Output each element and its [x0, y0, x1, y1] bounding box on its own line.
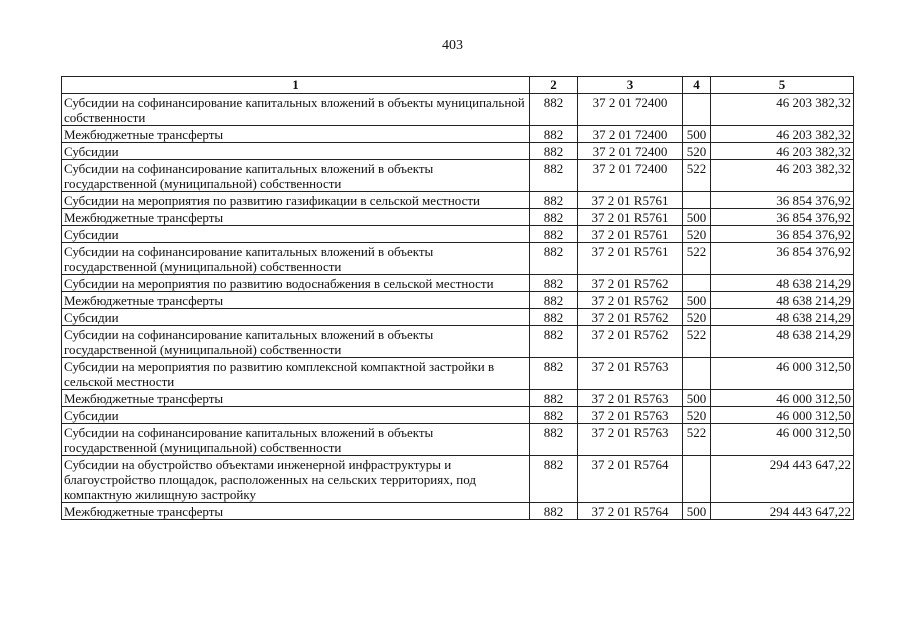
table-row	[62, 160, 854, 192]
row-target-code: 37 2 01 R5763	[578, 358, 683, 390]
row-admin-code: 882	[530, 407, 578, 424]
row-expense-type: 522	[683, 243, 711, 275]
row-admin-code: 882	[530, 358, 578, 390]
row-sum: 46 000 312,50	[711, 407, 854, 424]
row-admin-code: 882	[530, 275, 578, 292]
row-admin-code: 882	[530, 160, 578, 192]
table-row	[62, 192, 854, 209]
row-admin-code: 882	[530, 292, 578, 309]
row-name: Межбюджетные трансферты	[62, 390, 530, 407]
row-expense-type: 520	[683, 226, 711, 243]
row-name: Межбюджетные трансферты	[62, 126, 530, 143]
row-admin-code: 882	[530, 503, 578, 520]
row-admin-code: 882	[530, 143, 578, 160]
row-sum: 46 203 382,32	[711, 126, 854, 143]
column-header-type: 4	[683, 77, 711, 94]
row-target-code: 37 2 01 72400	[578, 126, 683, 143]
row-expense-type: 522	[683, 326, 711, 358]
row-expense-type: 522	[683, 424, 711, 456]
column-header-code: 3	[578, 77, 683, 94]
row-target-code: 37 2 01 R5764	[578, 503, 683, 520]
row-sum: 36 854 376,92	[711, 243, 854, 275]
table-row	[62, 309, 854, 326]
table-row	[62, 326, 854, 358]
row-target-code: 37 2 01 R5763	[578, 390, 683, 407]
table-row	[62, 275, 854, 292]
row-admin-code: 882	[530, 209, 578, 226]
row-sum: 46 203 382,32	[711, 160, 854, 192]
row-sum: 46 000 312,50	[711, 358, 854, 390]
row-admin-code: 882	[530, 94, 578, 126]
budget-table	[61, 76, 854, 520]
row-name: Межбюджетные трансферты	[62, 503, 530, 520]
row-name: Субсидии на обустройство объектами инженерной инфраструктуры и благоустройство площадок, расположенных на сельских территориях, под компактную жилищную застройку	[62, 456, 530, 503]
table-row	[62, 209, 854, 226]
row-name: Субсидии на софинансирование капитальных вложений в объекты муниципальной собственности	[62, 94, 530, 126]
table-row	[62, 390, 854, 407]
row-expense-type: 500	[683, 503, 711, 520]
row-name: Субсидии	[62, 226, 530, 243]
row-target-code: 37 2 01 72400	[578, 94, 683, 126]
row-name: Межбюджетные трансферты	[62, 292, 530, 309]
table-row	[62, 126, 854, 143]
row-admin-code: 882	[530, 126, 578, 143]
row-expense-type: 500	[683, 209, 711, 226]
row-target-code: 37 2 01 R5761	[578, 226, 683, 243]
row-expense-type: 500	[683, 292, 711, 309]
row-name: Субсидии	[62, 309, 530, 326]
row-name: Межбюджетные трансферты	[62, 209, 530, 226]
table-row	[62, 243, 854, 275]
row-expense-type	[683, 192, 711, 209]
table-row	[62, 407, 854, 424]
row-sum: 48 638 214,29	[711, 326, 854, 358]
row-target-code: 37 2 01 R5763	[578, 424, 683, 456]
row-admin-code: 882	[530, 226, 578, 243]
table-row	[62, 143, 854, 160]
row-target-code: 37 2 01 72400	[578, 160, 683, 192]
row-expense-type	[683, 456, 711, 503]
row-target-code: 37 2 01 R5762	[578, 326, 683, 358]
row-target-code: 37 2 01 R5764	[578, 456, 683, 503]
row-sum: 46 203 382,32	[711, 143, 854, 160]
row-name: Субсидии на мероприятия по развитию газификации в сельской местности	[62, 192, 530, 209]
row-name: Субсидии на мероприятия по развитию комплексной компактной застройки в сельской местности	[62, 358, 530, 390]
row-admin-code: 882	[530, 192, 578, 209]
row-expense-type: 500	[683, 126, 711, 143]
row-expense-type	[683, 94, 711, 126]
row-name: Субсидии на мероприятия по развитию водоснабжения в сельской местности	[62, 275, 530, 292]
table-row	[62, 358, 854, 390]
row-expense-type: 500	[683, 390, 711, 407]
row-name: Субсидии на софинансирование капитальных вложений в объекты государственной (муниципальной) собственности	[62, 160, 530, 192]
row-target-code: 37 2 01 R5762	[578, 292, 683, 309]
row-target-code: 37 2 01 R5762	[578, 309, 683, 326]
row-admin-code: 882	[530, 243, 578, 275]
row-target-code: 37 2 01 R5762	[578, 275, 683, 292]
row-target-code: 37 2 01 R5761	[578, 192, 683, 209]
row-expense-type	[683, 275, 711, 292]
row-target-code: 37 2 01 R5763	[578, 407, 683, 424]
row-admin-code: 882	[530, 390, 578, 407]
row-target-code: 37 2 01 72400	[578, 143, 683, 160]
row-admin-code: 882	[530, 326, 578, 358]
table-row	[62, 226, 854, 243]
row-admin-code: 882	[530, 456, 578, 503]
row-name: Субсидии	[62, 407, 530, 424]
row-sum: 46 000 312,50	[711, 390, 854, 407]
row-expense-type	[683, 358, 711, 390]
row-sum: 294 443 647,22	[711, 456, 854, 503]
row-expense-type: 520	[683, 407, 711, 424]
row-expense-type: 522	[683, 160, 711, 192]
row-expense-type: 520	[683, 143, 711, 160]
table-header-row	[62, 77, 854, 94]
table-row	[62, 424, 854, 456]
row-sum: 46 203 382,32	[711, 94, 854, 126]
row-sum: 36 854 376,92	[711, 192, 854, 209]
row-sum: 36 854 376,92	[711, 226, 854, 243]
table-row	[62, 503, 854, 520]
column-header-sum: 5	[711, 77, 854, 94]
row-expense-type: 520	[683, 309, 711, 326]
row-sum: 48 638 214,29	[711, 275, 854, 292]
table-row	[62, 94, 854, 126]
row-name: Субсидии на софинансирование капитальных вложений в объекты государственной (муниципальной) собственности	[62, 243, 530, 275]
row-sum: 294 443 647,22	[711, 503, 854, 520]
row-admin-code: 882	[530, 424, 578, 456]
row-name: Субсидии на софинансирование капитальных вложений в объекты государственной (муниципальной) собственности	[62, 326, 530, 358]
row-target-code: 37 2 01 R5761	[578, 243, 683, 275]
row-sum: 46 000 312,50	[711, 424, 854, 456]
table-row	[62, 456, 854, 503]
row-name: Субсидии	[62, 143, 530, 160]
row-sum: 36 854 376,92	[711, 209, 854, 226]
row-name: Субсидии на софинансирование капитальных вложений в объекты государственной (муниципальной) собственности	[62, 424, 530, 456]
row-sum: 48 638 214,29	[711, 292, 854, 309]
column-header-name: 1	[62, 77, 530, 94]
page-number: 403	[442, 38, 463, 53]
column-header-admin: 2	[530, 77, 578, 94]
row-target-code: 37 2 01 R5761	[578, 209, 683, 226]
row-admin-code: 882	[530, 309, 578, 326]
row-sum: 48 638 214,29	[711, 309, 854, 326]
table-row	[62, 292, 854, 309]
